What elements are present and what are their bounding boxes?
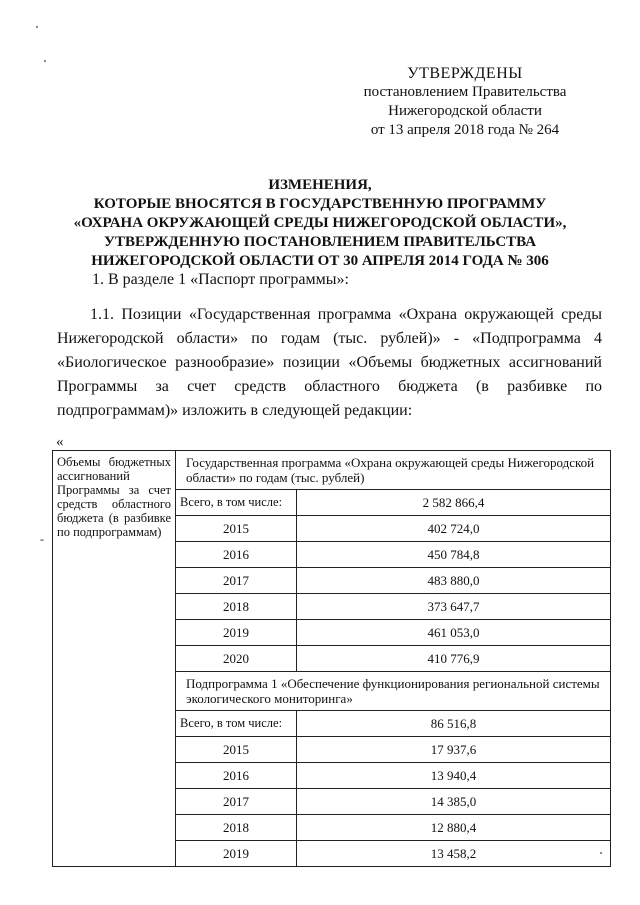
paragraph-1-1-text: 1.1. Позиции «Государственная программа «Охрана окружающей среды Нижегородской области» по годам (тыс. рублей)» - «Подпрограмма 4 «Биологическое разнообразие» позиции «Объемы бюджетных ассигнований Программы за счет средств областного бюджета (в разбивке по подпрограммам)» изложить в следующей редакции: — [57, 306, 602, 419]
value-cell: 373 647,7 — [297, 594, 611, 620]
scan-speck — [36, 26, 38, 28]
value-cell: 12 880,4 — [297, 815, 611, 841]
value-cell: 13 458,2 — [297, 841, 611, 867]
document-heading — [40, 176, 600, 271]
heading-line-2: КОТОРЫЕ ВНОСЯТСЯ В ГОСУДАРСТВЕННУЮ ПРОГРАММУ — [93, 196, 547, 212]
value-cell: 14 385,0 — [297, 789, 611, 815]
paragraph-1: 1. В разделе 1 «Паспорт программы»: — [92, 271, 349, 288]
value-cell: 402 724,0 — [297, 516, 611, 542]
year-cell: 2015 — [176, 516, 297, 542]
approval-line-4: от 13 апреля 2018 года № 264 — [370, 122, 560, 138]
year-cell: 2018 — [176, 815, 297, 841]
approval-block — [340, 64, 590, 140]
year-cell: 2016 — [176, 763, 297, 789]
year-cell: 2018 — [176, 594, 297, 620]
value-cell: 410 776,9 — [297, 646, 611, 672]
opening-quote: « — [56, 434, 64, 450]
value-cell: 17 937,6 — [297, 737, 611, 763]
year-cell: 2015 — [176, 737, 297, 763]
year-cell: 2016 — [176, 542, 297, 568]
heading-line-1: ИЗМЕНЕНИЯ, — [268, 177, 372, 193]
table-row — [53, 451, 611, 490]
scan-speck — [44, 60, 46, 62]
approval-line-2: постановлением Правительства — [363, 84, 567, 100]
year-cell: 2020 — [176, 646, 297, 672]
paragraph-1-1 — [57, 303, 602, 423]
heading-line-5: НИЖЕГОРОДСКОЙ ОБЛАСТИ ОТ 30 АПРЕЛЯ 2014 ГОДА № 306 — [91, 253, 549, 269]
value-cell: 450 784,8 — [297, 542, 611, 568]
year-cell: 2019 — [176, 841, 297, 867]
subprogram-1-total-value: 86 516,8 — [297, 711, 611, 737]
value-cell: 13 940,4 — [297, 763, 611, 789]
heading-line-4: УТВЕРЖДЕННУЮ ПОСТАНОВЛЕНИЕМ ПРАВИТЕЛЬСТВА — [103, 234, 537, 250]
budget-table — [52, 450, 611, 867]
approval-title: УТВЕРЖДЕНЫ — [407, 65, 523, 82]
value-cell: 461 053,0 — [297, 620, 611, 646]
scan-speck — [600, 852, 602, 854]
approval-line-3: Нижегородской области — [388, 103, 542, 119]
budget-label-cell: Объемы бюджетных ассигнований Программы за счет средств областного бюджета (в разбивке по подпрограммам) — [53, 451, 176, 867]
year-cell: 2017 — [176, 568, 297, 594]
year-cell: 2017 — [176, 789, 297, 815]
program-header: Государственная программа «Охрана окружающей среды Нижегородской области» по годам (тыс. рублей) — [176, 451, 611, 490]
subprogram-1-header: Подпрограмма 1 «Обеспечение функционирования региональной системы экологического мониторинга» — [176, 672, 611, 711]
heading-line-3: «ОХРАНА ОКРУЖАЮЩЕЙ СРЕДЫ НИЖЕГОРОДСКОЙ ОБЛАСТИ», — [73, 215, 567, 231]
year-cell: 2019 — [176, 620, 297, 646]
subprogram-1-total-label: Всего, в том числе: — [176, 711, 297, 737]
program-total-label: Всего, в том числе: — [176, 490, 297, 516]
program-total-value: 2 582 866,4 — [297, 490, 611, 516]
value-cell: 483 880,0 — [297, 568, 611, 594]
margin-mark: - — [40, 532, 44, 546]
